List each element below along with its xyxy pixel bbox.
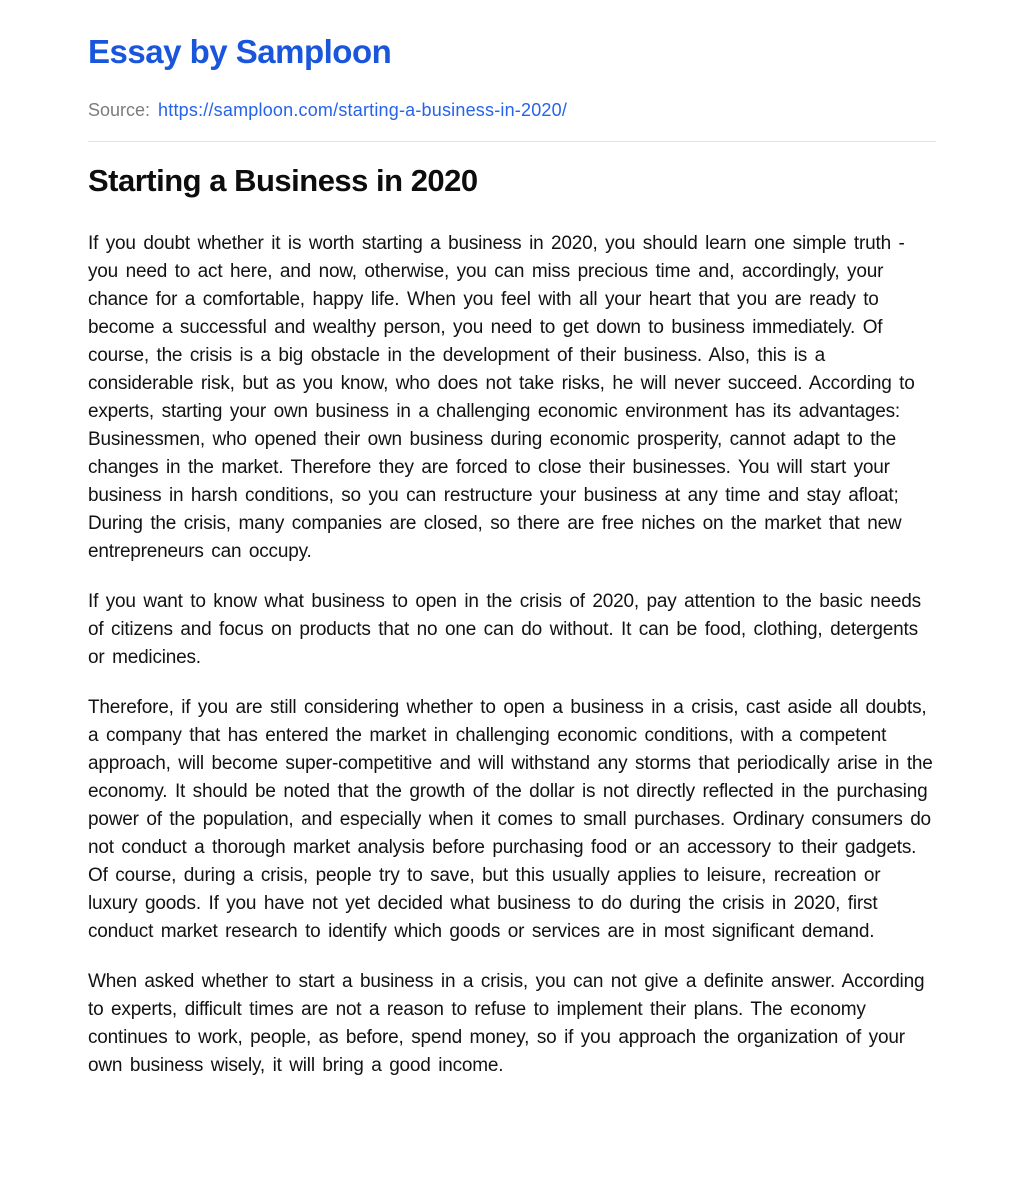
essay-title: Starting a Business in 2020 xyxy=(88,162,478,198)
essay-paragraph-1: If you doubt whether it is worth starting a business in 2020, you should learn one simple truth - you need to act here, and now, otherwise, you can miss precious time and, accordingly, your chance for a comfortable, happy life. When you feel with all your heart that you are ready to become a successful and wealthy person, you need to get down to business immediately. Of course, the crisis is a big obstacle in the development of their business. Also, this is a considerable risk, but as you know, who does not take risks, he will never succeed. According to experts, starting your own business in a challenging economic environment has its advantages: Businessmen, who opened their own business during economic prosperity, cannot adapt to the changes in the market. Therefore they are forced to close their businesses. You will start your business in harsh conditions, so you can restructure your business at any time and stay afloat; During the crisis, many companies are closed, so there are free niches on the market that new entrepreneurs can occupy. xyxy=(88,232,915,562)
source-link[interactable]: https://samploon.com/starting-a-business-in-2020/ xyxy=(158,100,568,121)
divider xyxy=(88,141,936,142)
essay-paragraph-4: When asked whether to start a business in a crisis, you can not give a definite answer. According to experts, difficult times are not a reason to refuse to implement their plans. The economy continues to work, people, as before, spend money, so if you approach the organization of your own business wisely, it will bring a good income. xyxy=(88,970,925,1076)
source-label: Source: xyxy=(88,100,151,121)
source-row xyxy=(88,100,936,122)
essay-body xyxy=(88,230,936,1080)
essay-paragraph-3: Therefore, if you are still considering whether to open a business in a crisis, cast aside all doubts, a company that has entered the market in challenging economic conditions, with a competent approach, will become super-competitive and will withstand any storms that periodically arise in the economy. It should be noted that the growth of the dollar is not directly reflected in the purchasing power of the population, and especially when it comes to small purchases. Ordinary consumers do not conduct a thorough market analysis before purchasing food or an accessory to their gadgets. Of course, during a crisis, people try to save, but this usually applies to leisure, recreation or luxury goods. If you have not yet decided what business to do during the crisis in 2020, first conduct market research to identify which goods or services are in most significant demand. xyxy=(88,696,933,942)
essay-paragraph-2: If you want to know what business to open in the crisis of 2020, pay attention to the basic needs of citizens and focus on products that no one can do without. It can be food, clothing, detergents or medicines. xyxy=(88,590,921,668)
brand-heading: Essay by Samploon xyxy=(88,33,392,70)
